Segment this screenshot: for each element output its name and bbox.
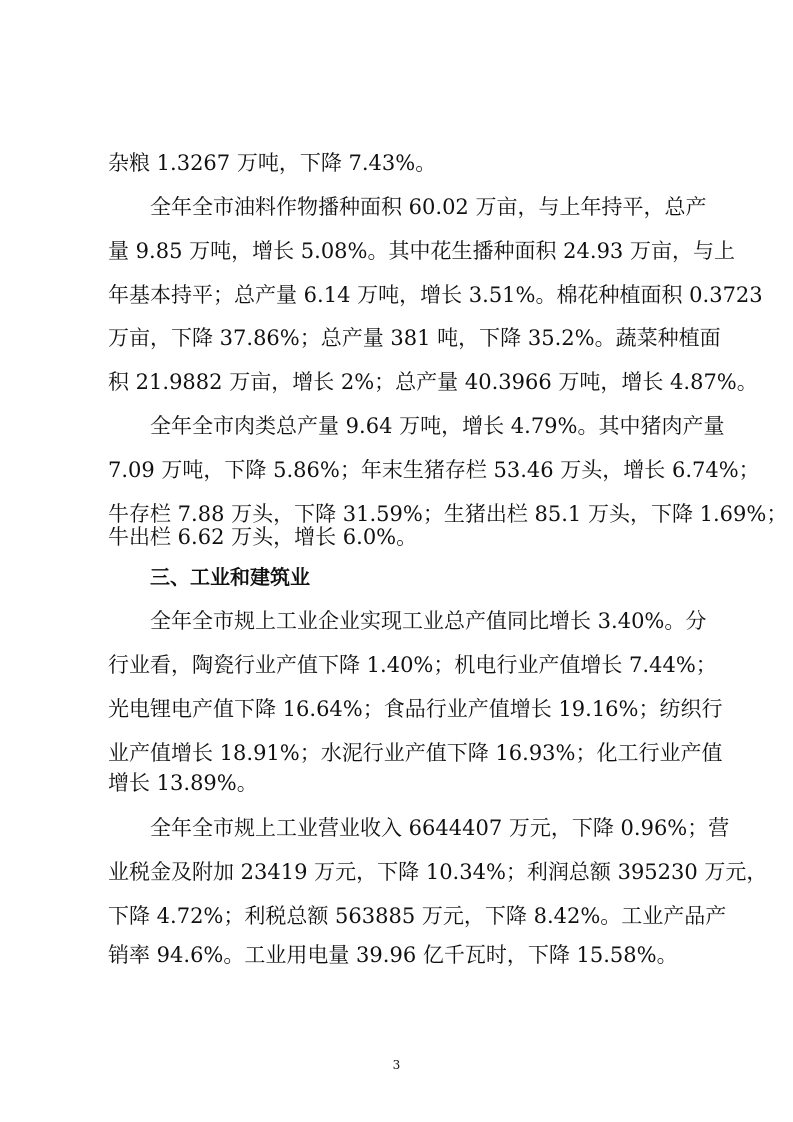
text-line: 7.09 万吨，下降 5.86%；年末生猪存栏 53.46 万头，增长 6.74%； [108,458,760,482]
text-line: 万亩，下降 37.86%；总产量 381 吨，下降 35.2%。蔬菜种植面 [108,326,721,350]
text-line: 光电锂电产值下降 16.64%；食品行业产值增长 19.16%；纺织行 [108,697,723,721]
text-line: 销率 94.6%。工业用电量 39.96 亿千瓦时，下降 15.58%。 [108,943,678,967]
text-line: 杂粮 1.3267 万吨，下降 7.43%。 [108,151,437,175]
text-line: 下降 4.72%；利税总额 563885 万元，下降 8.42%。工业产品产 [108,904,727,928]
text-line: 牛存栏 7.88 万头，下降 31.59%；生猪出栏 85.1 万头，下降 1.69%； [108,502,788,526]
text-line: 牛出栏 6.62 万头，增长 6.0%。 [108,525,418,549]
page-number: 3 [392,1058,401,1072]
text-line: 业税金及附加 23419 万元，下降 10.34%；利润总额 395230 万元， [108,860,768,884]
text-line: 全年全市油料作物播种面积 60.02 万亩，与上年持平，总产 [150,195,707,219]
text-line: 行业看，陶瓷行业产值下降 1.40%；机电行业产值增长 7.44%； [108,653,717,677]
text-line: 全年全市规上工业企业实现工业总产值同比增长 3.40%。分 [150,609,707,633]
text-line: 量 9.85 万吨，增长 5.08%。其中花生播种面积 24.93 万亩，与上 [108,239,735,263]
text-line: 年基本持平；总产量 6.14 万吨，增长 3.51%。棉花种植面积 0.3723 [108,283,763,307]
text-line: 增长 13.89%。 [108,771,258,795]
text-line: 全年全市规上工业营业收入 6644407 万元，下降 0.96%；营 [150,816,730,840]
text-line: 业产值增长 18.91%；水泥行业产值下降 16.93%；化工行业产值 [108,741,723,765]
text-line: 全年全市肉类总产量 9.64 万吨，增长 4.79%。其中猪肉产量 [150,414,725,438]
text-line: 积 21.9882 万亩，增长 2%；总产量 40.3966 万吨，增长 4.87%。 [108,370,758,394]
section-heading: 三、工业和建筑业 [150,565,310,589]
